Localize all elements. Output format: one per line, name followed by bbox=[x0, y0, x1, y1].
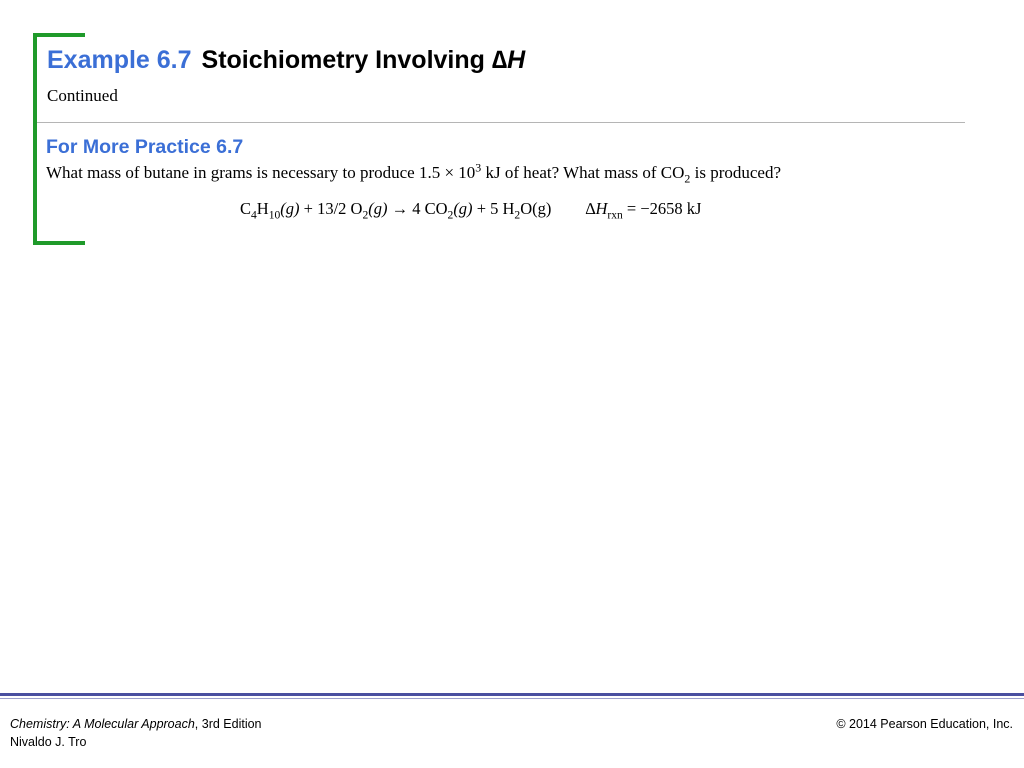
footer-rule bbox=[0, 693, 1024, 696]
eq-state-4: O(g) bbox=[520, 199, 552, 218]
eq-state-3: (g) bbox=[453, 199, 473, 218]
eq-co2-sub: 2 bbox=[447, 209, 454, 222]
footer-copyright: © 2014 Pearson Education, Inc. bbox=[836, 717, 1013, 731]
practice-heading: For More Practice 6.7 bbox=[46, 136, 244, 158]
topic-variable: H bbox=[507, 46, 526, 74]
eq-delta: ∆ bbox=[585, 199, 596, 218]
footer-rule-thin bbox=[0, 698, 1024, 699]
eq-h: H bbox=[256, 199, 269, 218]
eq-enthalpy: H bbox=[595, 199, 608, 218]
eq-oxygen: + 13/2 O bbox=[299, 199, 363, 218]
example-number: Example 6.7 bbox=[47, 46, 192, 74]
footer-book-line bbox=[10, 715, 262, 733]
continued-label: Continued bbox=[47, 86, 118, 105]
eq-oxygen-sub: 2 bbox=[362, 209, 369, 222]
eq-water: + 5 H bbox=[472, 199, 515, 218]
eq-c-sub: 4 bbox=[251, 209, 257, 222]
eq-enthalpy-value: = −2658 kJ bbox=[622, 199, 702, 218]
eq-rxn-sub: rxn bbox=[607, 209, 623, 222]
question-text-2: kJ of heat? What mass of CO bbox=[481, 163, 685, 182]
question-text-3: is produced? bbox=[690, 163, 782, 182]
chemical-equation bbox=[240, 199, 702, 222]
footer-book-title: Chemistry: A Molecular Approach bbox=[10, 717, 195, 731]
footer-edition: , 3rd Edition bbox=[194, 717, 262, 731]
eq-arrow-co2: → 4 CO bbox=[387, 199, 448, 218]
question-text-1: What mass of butane in grams is necessary to produce 1.5 × 10 bbox=[46, 163, 476, 182]
eq-water-sub: 2 bbox=[514, 209, 521, 222]
example-topic bbox=[202, 46, 526, 74]
eq-h-sub: 10 bbox=[268, 209, 281, 222]
question-exponent: 3 bbox=[475, 160, 482, 175]
divider-line bbox=[37, 122, 965, 123]
topic-text: Stoichiometry Involving ∆ bbox=[201, 46, 508, 74]
eq-state-1: (g) bbox=[280, 199, 300, 218]
eq-state-2: (g) bbox=[368, 199, 388, 218]
slide-title bbox=[47, 46, 525, 75]
question-subscript: 2 bbox=[684, 171, 691, 186]
footer-citation bbox=[10, 715, 262, 751]
eq-c: C bbox=[240, 199, 252, 218]
footer-author: Nivaldo J. Tro bbox=[10, 735, 87, 749]
practice-question bbox=[46, 160, 782, 186]
